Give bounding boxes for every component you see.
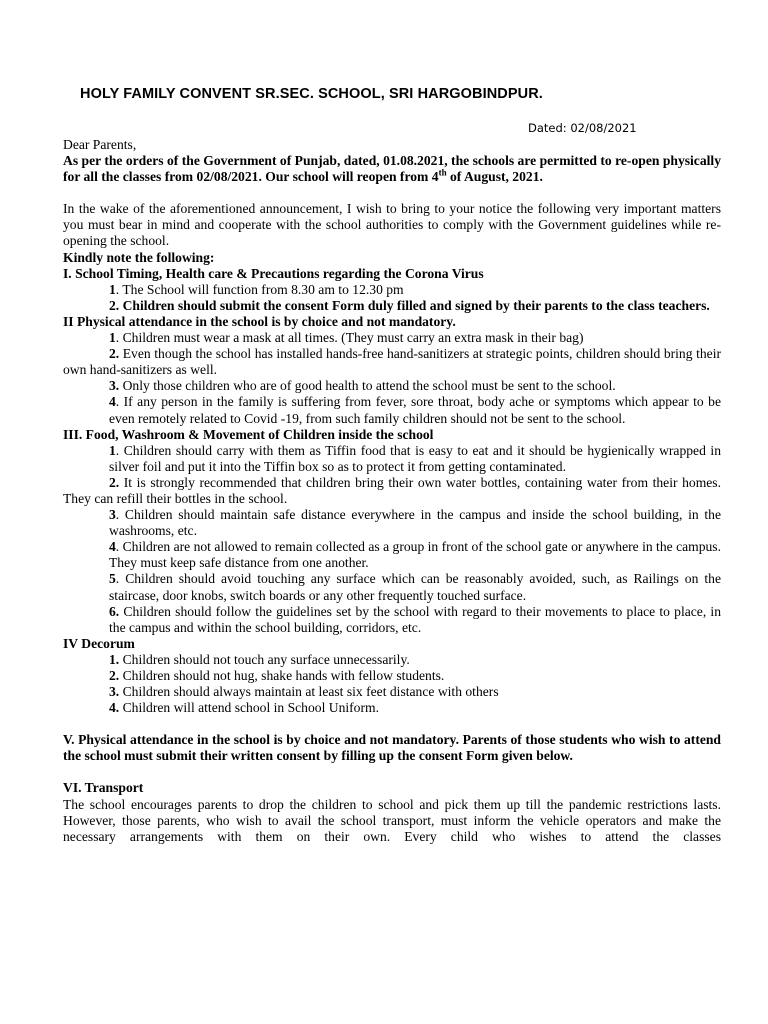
school-name-heading: HOLY FAMILY CONVENT SR.SEC. SCHOOL, SRI HARGOBINDPUR. bbox=[80, 86, 543, 102]
intro-announcement: As per the orders of the Government of Punjab, dated, 01.08.2021, the schools are permitted to re-open physically for all the classes from 02/08/2021. Our school will reopen from 4th of August, 2021. bbox=[63, 153, 721, 185]
section-6-heading: VI. Transport bbox=[63, 780, 144, 796]
list-item: 1. Children should carry with them as Tiffin food that is easy to eat and it should be hygienically wrapped in silver foil and put it into the Tiffin box so as to protect it from getting contaminated. bbox=[109, 442, 721, 474]
list-item: 1. Children must wear a mask at all times. (They must carry an extra mask in their bag) bbox=[109, 330, 584, 346]
list-item: 4. Children will attend school in School Uniform. bbox=[109, 700, 379, 716]
section-2-heading: II Physical attendance in the school is by choice and not mandatory. bbox=[63, 313, 456, 329]
list-item: 4. If any person in the family is suffering from fever, sore throat, body ache or symptoms which appear to be even remotely related to Covid -19, from such family children should not be sent to the school. bbox=[109, 394, 721, 426]
kindly-note: Kindly note the following: bbox=[63, 249, 215, 265]
section-3-heading: III. Food, Washroom & Movement of Children inside the school bbox=[63, 426, 434, 442]
list-item: 6. Children should follow the guidelines set by the school with regard to their movements to place to place, in the campus and within the school building, corridors, etc. bbox=[109, 603, 721, 635]
letter-body bbox=[63, 137, 721, 845]
intro-paragraph: In the wake of the aforementioned announcement, I wish to bring to your notice the following very important matters you must bear in mind and cooperate with the school authorities to comply with the Government guidelines while re-opening the school. bbox=[63, 201, 721, 249]
list-item: 3. Only those children who are of good health to attend the school must be sent to the school. bbox=[109, 378, 616, 394]
list-item: 1. Children should not touch any surface unnecessarily. bbox=[109, 651, 410, 667]
section-1-heading: I. School Timing, Health care & Precautions regarding the Corona Virus bbox=[63, 265, 484, 281]
list-item: 1. The School will function from 8.30 am to 12.30 pm bbox=[109, 281, 404, 297]
list-item: 3. Children should always maintain at least six feet distance with others bbox=[109, 684, 499, 700]
greeting: Dear Parents, bbox=[63, 137, 137, 152]
section-5-paragraph: V. Physical attendance in the school is by choice and not mandatory. Parents of those students who wish to attend the school must submit their written consent by filling up the consent Form given below. bbox=[63, 732, 721, 764]
list-item: 2. It is strongly recommended that children bring their own water bottles, containing water from their homes. They can refill their bottles in the school. bbox=[63, 474, 721, 506]
list-item: 2. Children should not hug, shake hands with fellow students. bbox=[109, 668, 445, 683]
section-4-heading: IV Decorum bbox=[63, 635, 135, 651]
list-item: 2. Even though the school has installed hands-free hand-sanitizers at strategic points, children should bring their own hand-sanitizers as well. bbox=[63, 346, 721, 378]
section-6-paragraph: The school encourages parents to drop the children to school and pick them up till the pandemic restrictions lasts. However, those parents, who wish to avail the school transport, must inform the vehicle operators and make the necessary arrangements with them on their own. Every child who wishes to attend the classes bbox=[63, 796, 721, 844]
date-line: Dated: 02/08/2021 bbox=[528, 121, 637, 135]
list-item: 5. Children should avoid touching any surface which can be reasonably avoided, such, as Railings on the staircase, door knobs, switch boards or any other frequently touched surface. bbox=[109, 571, 721, 603]
list-item: 4. Children are not allowed to remain collected as a group in front of the school gate or anywhere in the campus. They must keep safe distance from one another. bbox=[109, 539, 721, 571]
list-item: 3. Children should maintain safe distance everywhere in the campus and inside the school building, in the washrooms, etc. bbox=[109, 507, 721, 539]
list-item: 2. Children should submit the consent Form duly filled and signed by their parents to the class teachers. bbox=[109, 297, 710, 313]
